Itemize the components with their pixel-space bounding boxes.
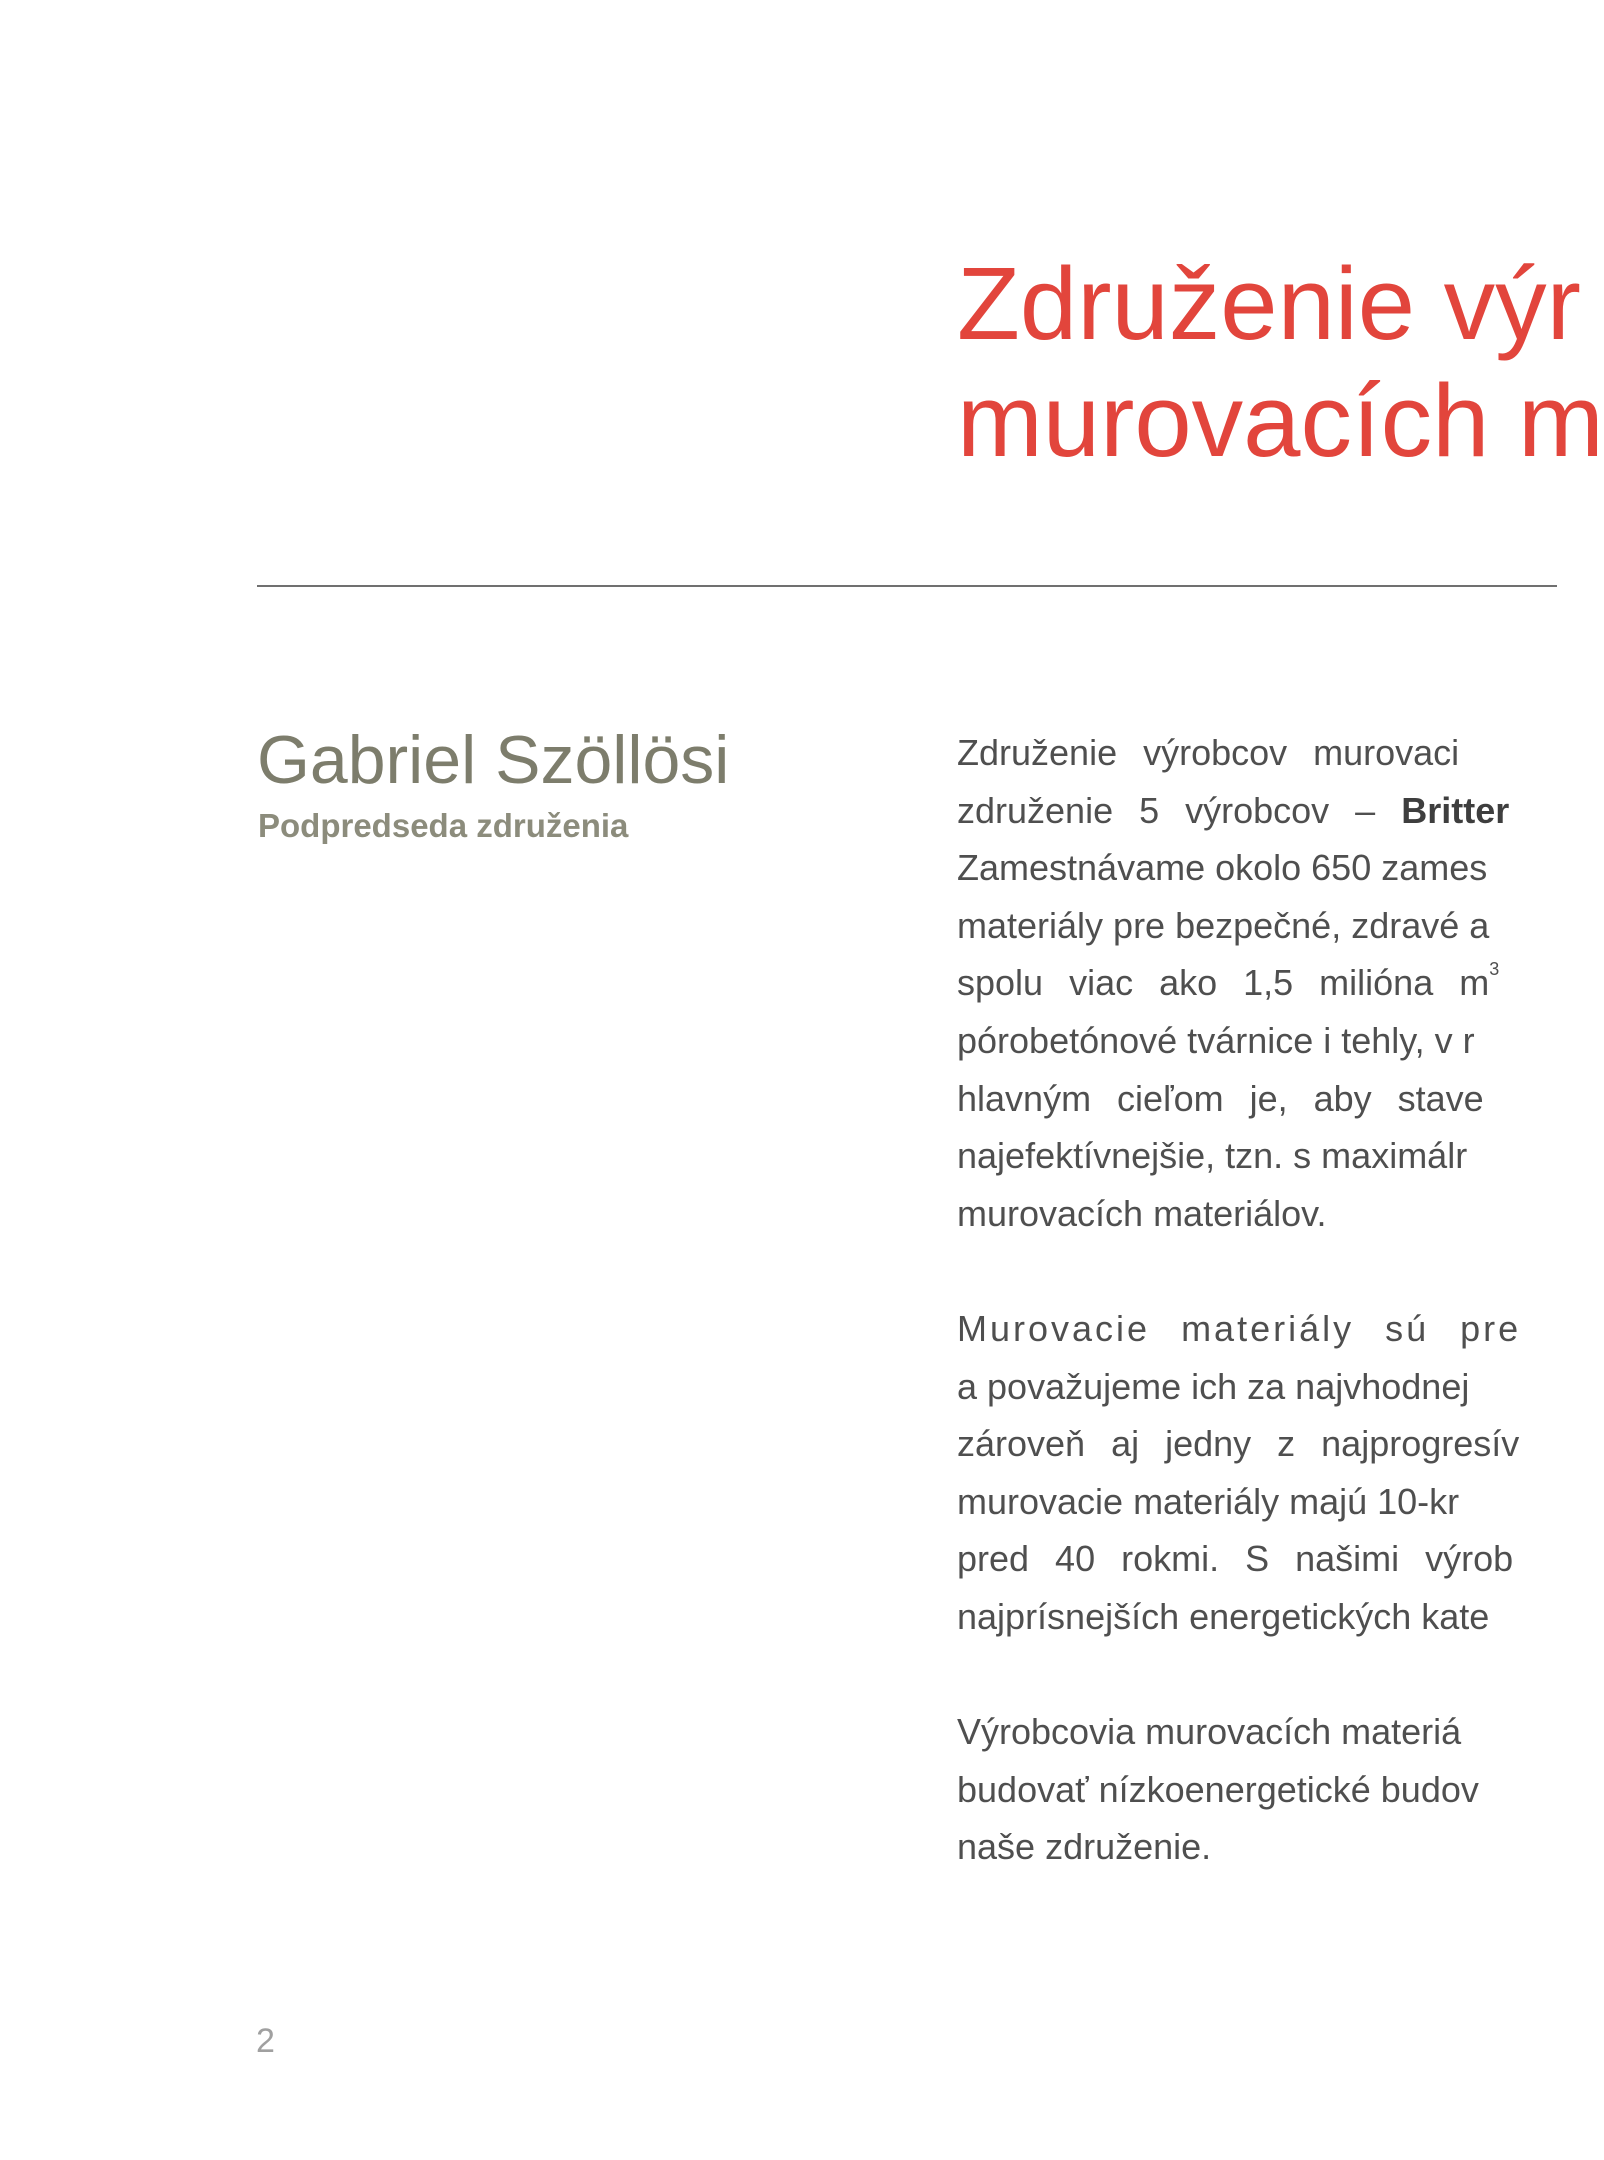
text-line: materiály pre bezpečné, zdravé a	[957, 904, 1490, 946]
title-line-1: Združenie výr	[957, 246, 1581, 361]
text-line: Výrobcovia murovacích materiá	[957, 1711, 1462, 1753]
text-run: združenie 5 výrobcov –	[957, 789, 1402, 831]
text-line: hlavným cieľom je, aby stave	[957, 1077, 1484, 1119]
paragraph-1	[957, 724, 1527, 1242]
body-text	[957, 724, 1527, 1933]
paragraph-2	[957, 1300, 1527, 1646]
text-line: zároveň aj jedny z najprogresív	[957, 1423, 1520, 1465]
company-name-bold: Britter	[1401, 789, 1510, 831]
text-line: Združenie výrobcov murovaci	[957, 732, 1460, 773]
text-line: murovacích materiálov.	[957, 1192, 1327, 1234]
text-line: budovať nízkoenergetické budov	[957, 1768, 1479, 1810]
paragraph-3	[957, 1703, 1527, 1876]
text-line: Murovacie materiály sú pre	[957, 1307, 1522, 1349]
text-line: pórobetónové tvárnice i tehly, v r	[957, 1019, 1475, 1061]
text-run: spolu viac ako 1,5 milióna m	[957, 962, 1490, 1004]
page-number: 2	[256, 2022, 275, 2060]
text-line: murovacie materiály majú 10-kr	[957, 1480, 1460, 1522]
author-role: Podpredseda združenia	[258, 807, 629, 844]
text-line: najefektívnejšie, tzn. s maximálr	[957, 1135, 1468, 1177]
superscript-3: 3	[1489, 959, 1500, 980]
text-line: Zamestnávame okolo 650 zames	[957, 847, 1488, 889]
page-title	[957, 245, 1604, 479]
text-line: pred 40 rokmi. S našimi výrob	[957, 1538, 1514, 1580]
text-line: naše združenie.	[957, 1826, 1212, 1868]
title-line-2: murovacích m	[957, 363, 1604, 478]
text-line: a považujeme ich za najvhodnej	[957, 1365, 1470, 1407]
text-line	[957, 954, 1527, 1012]
text-line: najprísnejších energetických kate	[957, 1595, 1490, 1637]
text-line	[957, 782, 1527, 840]
author-name: Gabriel Szöllösi	[257, 722, 730, 798]
horizontal-divider	[257, 585, 1557, 587]
